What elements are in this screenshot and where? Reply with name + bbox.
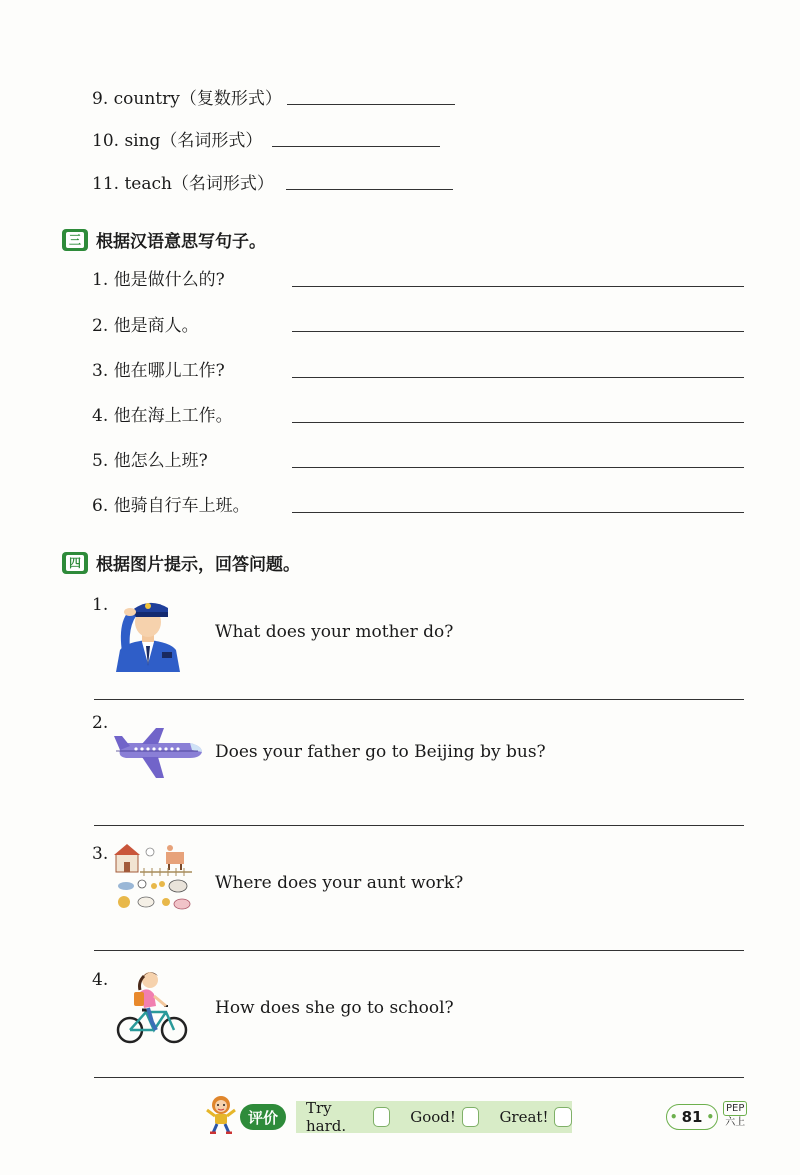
airplane-icon [112,726,204,782]
question-text: What does your mother do? [215,622,454,642]
item-country: 9. country（复数形式） [92,89,282,109]
cartoon-mascot-icon [204,1094,238,1134]
sentence-item: 1. 他是做什么的? [92,270,225,290]
girl-on-bicycle-icon [114,966,190,1046]
section-badge: 四 [62,552,88,574]
sentence-item: 3. 他在哪儿工作? [92,361,225,381]
section-title: 根据图片提示，回答问题。 [96,555,300,575]
answer-line[interactable] [292,377,744,378]
rating-try-hard-checkbox[interactable] [373,1107,391,1127]
sentence-item: 6. 他骑自行车上班。 [92,496,250,516]
question-number: 3. [92,844,109,864]
section-3-heading [62,227,266,252]
item-sing: 10. sing（名词形式） [92,131,263,151]
answer-line[interactable] [292,512,744,513]
section-title: 根据汉语意思写句子。 [96,232,266,252]
answer-line[interactable] [292,467,744,468]
sentence-item: 2. 他是商人。 [92,316,199,336]
answer-line[interactable] [94,950,744,951]
answer-line[interactable] [292,331,744,332]
edition-label: PEP 六上 [723,1101,747,1129]
page-number: • 81 • [666,1104,718,1130]
answer-line[interactable] [94,1077,744,1078]
answer-line[interactable] [94,699,744,700]
answer-line[interactable] [286,189,453,190]
item-teach: 11. teach（名词形式） [92,174,274,194]
answer-line[interactable] [94,825,744,826]
question-text: How does she go to school? [215,998,454,1018]
farm-icon [112,842,194,914]
evaluation-label: 评价 [240,1104,286,1130]
rating-strip [296,1101,572,1133]
rating-try-hard-label: Try hard. [306,1099,347,1135]
sentence-item: 4. 他在海上工作。 [92,406,233,426]
rating-great-label: Great! [499,1108,549,1126]
section-badge: 三 [62,229,88,251]
answer-line[interactable] [287,104,455,105]
answer-line[interactable] [292,422,744,423]
answer-line[interactable] [272,146,440,147]
rating-good-checkbox[interactable] [462,1107,480,1127]
question-number: 2. [92,713,109,733]
question-number: 1. [92,595,109,615]
rating-great-checkbox[interactable] [554,1107,572,1127]
answer-line[interactable] [292,286,744,287]
section-4-heading [62,550,300,575]
rating-good-label: Good! [410,1108,456,1126]
question-text: Where does your aunt work? [215,873,464,893]
question-number: 4. [92,970,109,990]
question-text: Does your father go to Beijing by bus? [215,742,546,762]
sentence-item: 5. 他怎么上班? [92,451,208,471]
police-officer-icon [112,594,184,672]
